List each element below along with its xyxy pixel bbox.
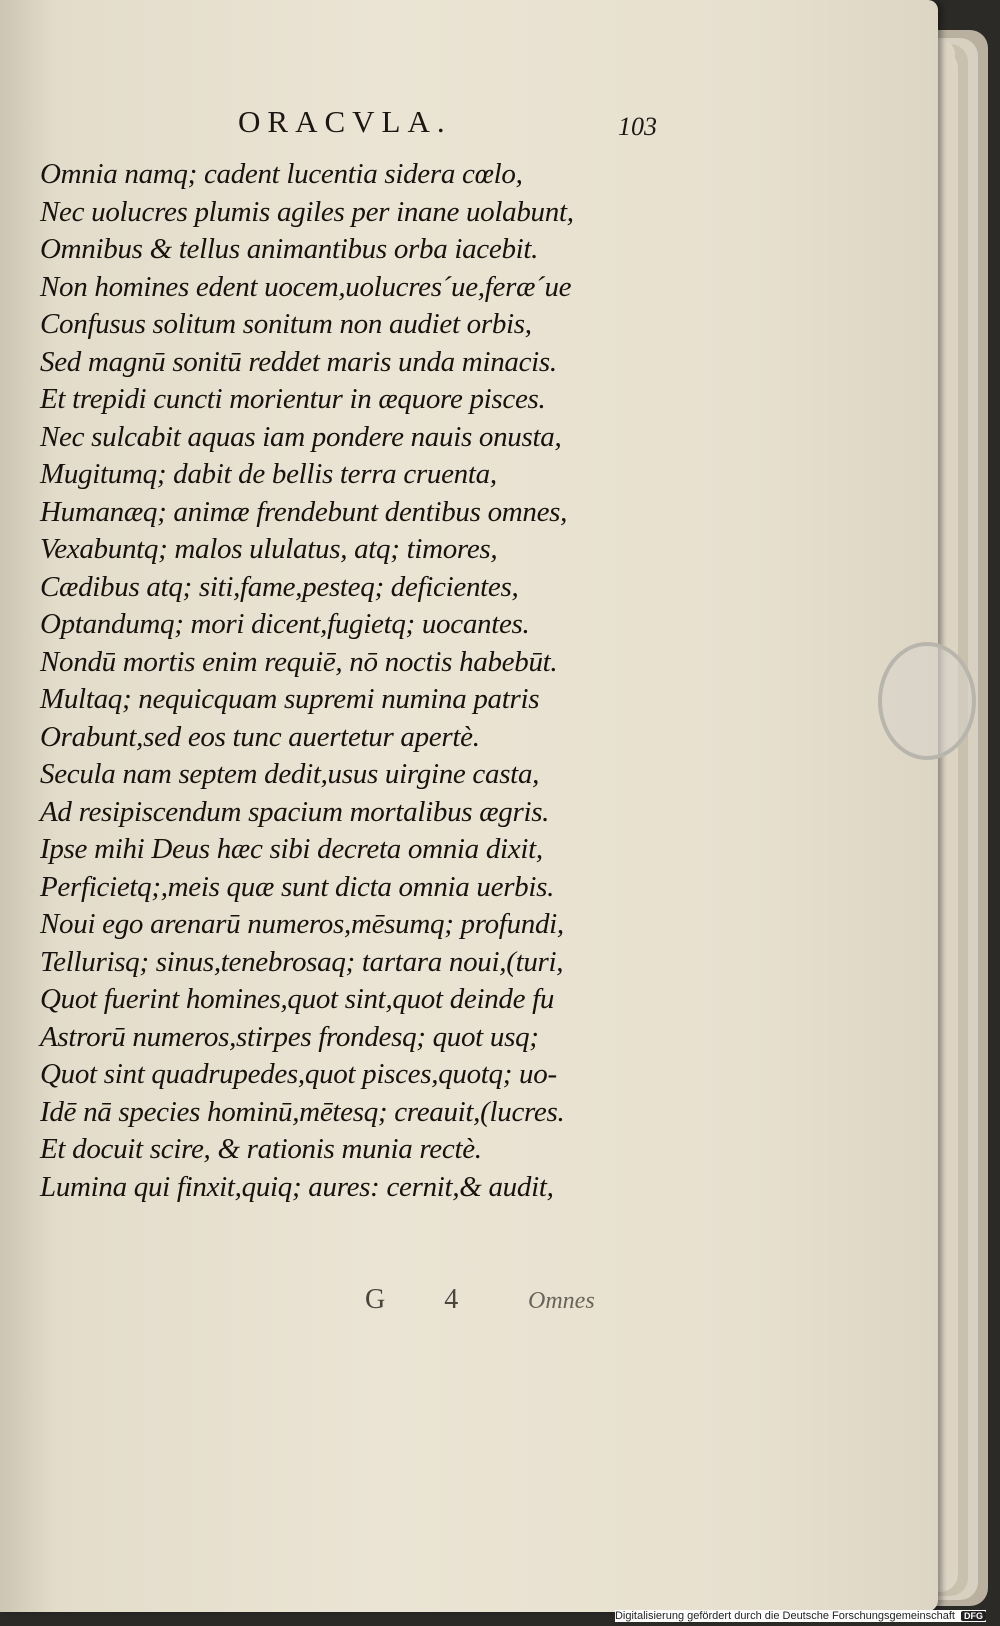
credit-text: Digitalisierung gefördert durch die Deutsche Forschungsgemeinschaft	[614, 1610, 955, 1622]
page-clip	[878, 642, 976, 760]
verse-text	[40, 156, 680, 1206]
verse-line: Optandumq; mori dicent,fugietq; uocantes.	[40, 608, 530, 640]
verse-line: Noui ego arenarū numeros,mēsumq; profundi,	[40, 908, 564, 940]
verse-line: Orabunt,sed eos tunc auertetur apertè.	[40, 720, 480, 753]
verse-line: Ad resipiscendum spacium mortalibus ægris.	[40, 795, 550, 828]
verse-line: Nec sulcabit aquas iam pondere nauis onusta,	[40, 420, 562, 453]
verse-line: Nondū mortis enim requiē, nō noctis habebūt.	[40, 645, 558, 678]
verse-line: Sed magnū sonitū reddet maris unda minacis.	[40, 345, 557, 378]
verse-line: Astrorū numeros,stirpes frondesq; quot usq;	[40, 1020, 539, 1053]
verse-line: Nec uolucres plumis agiles per inane uolabunt,	[40, 195, 574, 228]
verse-line: Vexabuntq; malos ululatus, atq; timores,	[40, 533, 498, 565]
verse-line: Humanæq; animæ frendebunt dentibus omnes,	[40, 495, 568, 528]
verse-line: Et trepidi cuncti morientur in æquore pisces.	[40, 383, 546, 415]
verse-line: Ipse mihi Deus hæc sibi decreta omnia dixit,	[40, 833, 543, 865]
verse-line: Et docuit scire, & rationis munia rectè.	[40, 1133, 482, 1165]
verse-line: Tellurisq; sinus,tenebrosaq; tartara noui,(turi,	[40, 945, 564, 978]
verse-line: Omnibus & tellus animantibus orba iacebit.	[40, 233, 539, 265]
verse-line: Lumina qui finxit,quiq; aures: cernit,& audit,	[40, 1170, 554, 1203]
verse-line: Confusus solitum sonitum non audiet orbis,	[40, 308, 532, 340]
verse-line: Omnia namq; cadent lucentia sidera cœlo,	[40, 158, 523, 190]
verse-line: Quot sint quadrupedes,quot pisces,quotq; uo-	[40, 1058, 557, 1090]
catchword: Omnes	[528, 1288, 595, 1314]
verse-line: Perficietq;,meis quæ sunt dicta omnia uerbis.	[40, 870, 555, 903]
verse-line: Multaq; nequicquam supremi numina patris	[40, 683, 540, 715]
verse-line: Secula nam septem dedit,usus uirgine casta,	[40, 758, 540, 790]
running-header: ORACVLA.	[238, 104, 452, 139]
verse-line: Non homines edent uocem,uolucres´ue,feræ´ue	[40, 270, 572, 303]
signature-mark: G 4	[365, 1284, 485, 1315]
verse-line: Cædibus atq; siti,fame,pesteq; deficientes,	[40, 570, 519, 603]
verse-line: Mugitumq; dabit de bellis terra cruenta,	[40, 458, 497, 490]
verse-line: Idē nā species hominū,mētesq; creauit,(lucres.	[40, 1095, 565, 1128]
page-number: 103	[618, 112, 657, 141]
dfg-logo: DFG	[961, 1611, 986, 1621]
digitization-credit	[615, 1610, 986, 1622]
verse-line: Quot fuerint homines,quot sint,quot deinde fu	[40, 983, 555, 1015]
